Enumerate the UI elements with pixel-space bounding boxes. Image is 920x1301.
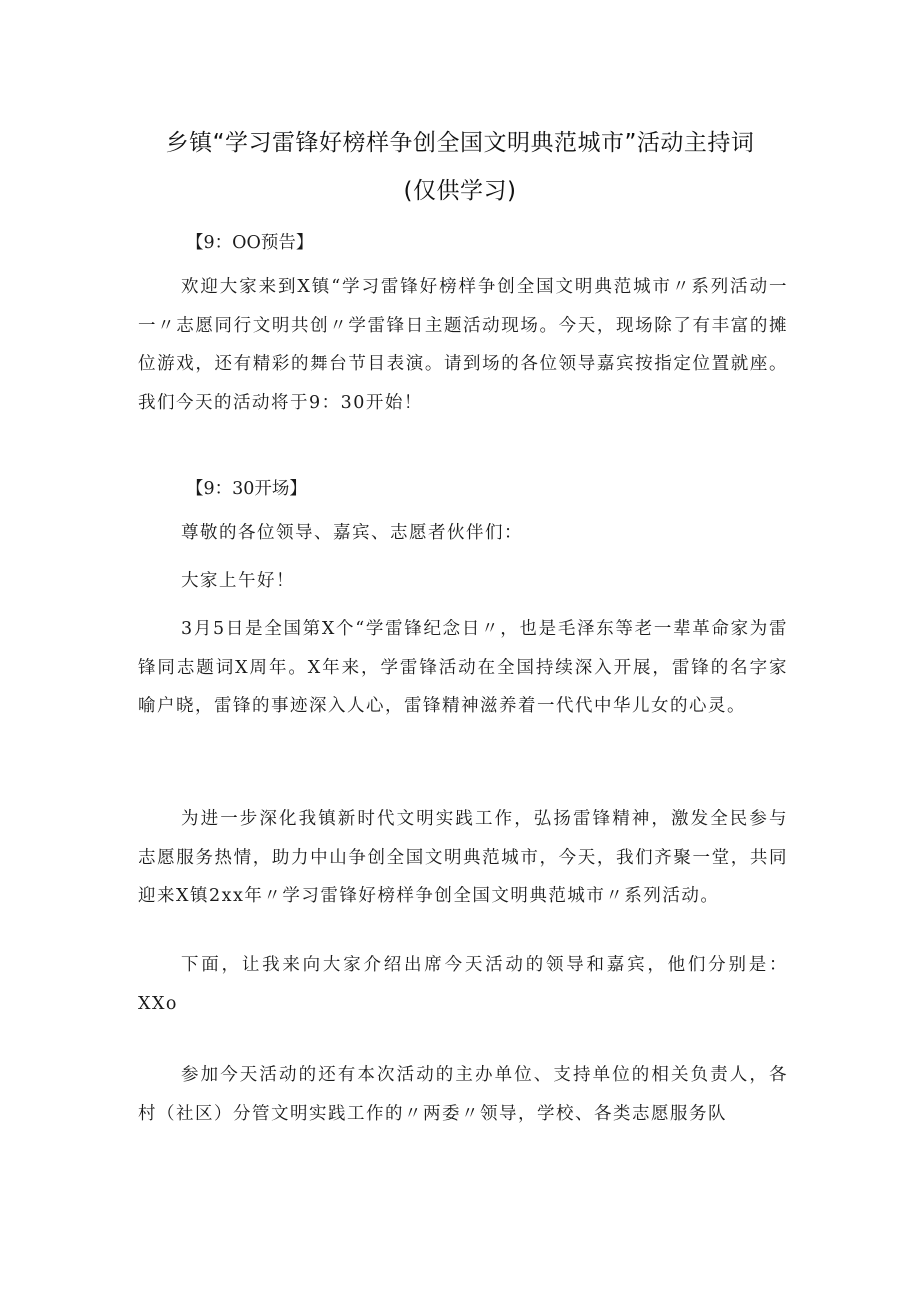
paragraph-purpose: 为进一步深化我镇新时代文明实践工作，弘扬雷锋精神，激发全民参与志愿服务热情，助力中山争创全国文明典范城市，今天，我们齐聚一堂，共同迎来X镇2xx年〃学习雷锋好榜样争创全国文明典范城市〃系列活动。 [138, 809, 788, 906]
document-title: 乡镇“学习雷锋好榜样争创全国文明典范城市”活动主持词 [165, 130, 755, 156]
paragraph-good-morning: 大家上午好！ [181, 571, 295, 591]
document-subtitle: (仅供学习) [403, 178, 517, 204]
paragraph-anniversary: 3月5日是全国第X个“学雷锋纪念日〃，也是毛泽东等老一辈革命家为雷锋同志题词X周年。X年来，学雷锋活动在全国持续深入开展，雷锋的名字家喻户晓，雷锋的事迹深入人心，雷锋精神滋养着一代代中华儿女的心灵。 [138, 619, 788, 716]
section-heading-preview: 【9：OO预告】 [186, 233, 314, 253]
paragraph-introduction: 下面，让我来向大家介绍出席今天活动的领导和嘉宾，他们分别是：XXo [138, 955, 788, 1014]
paragraph-greeting: 尊敬的各位领导、嘉宾、志愿者伙伴们： [181, 523, 523, 543]
paragraph-welcome: 欢迎大家来到X镇“学习雷锋好榜样争创全国文明典范城市〃系列活动一一〃志愿同行文明共创〃学雷锋日主题活动现场。今天，现场除了有丰富的摊位游戏，还有精彩的舞台节目表演。请到场的各位领导嘉宾按指定位置就座。我们今天的活动将于9：30开始！ [138, 277, 788, 413]
section-heading-opening: 【9：30开场】 [186, 479, 307, 499]
paragraph-attendees: 参加今天活动的还有本次活动的主办单位、支持单位的相关负责人，各村（社区）分管文明实践工作的〃两委〃领导，学校、各类志愿服务队 [138, 1065, 788, 1124]
